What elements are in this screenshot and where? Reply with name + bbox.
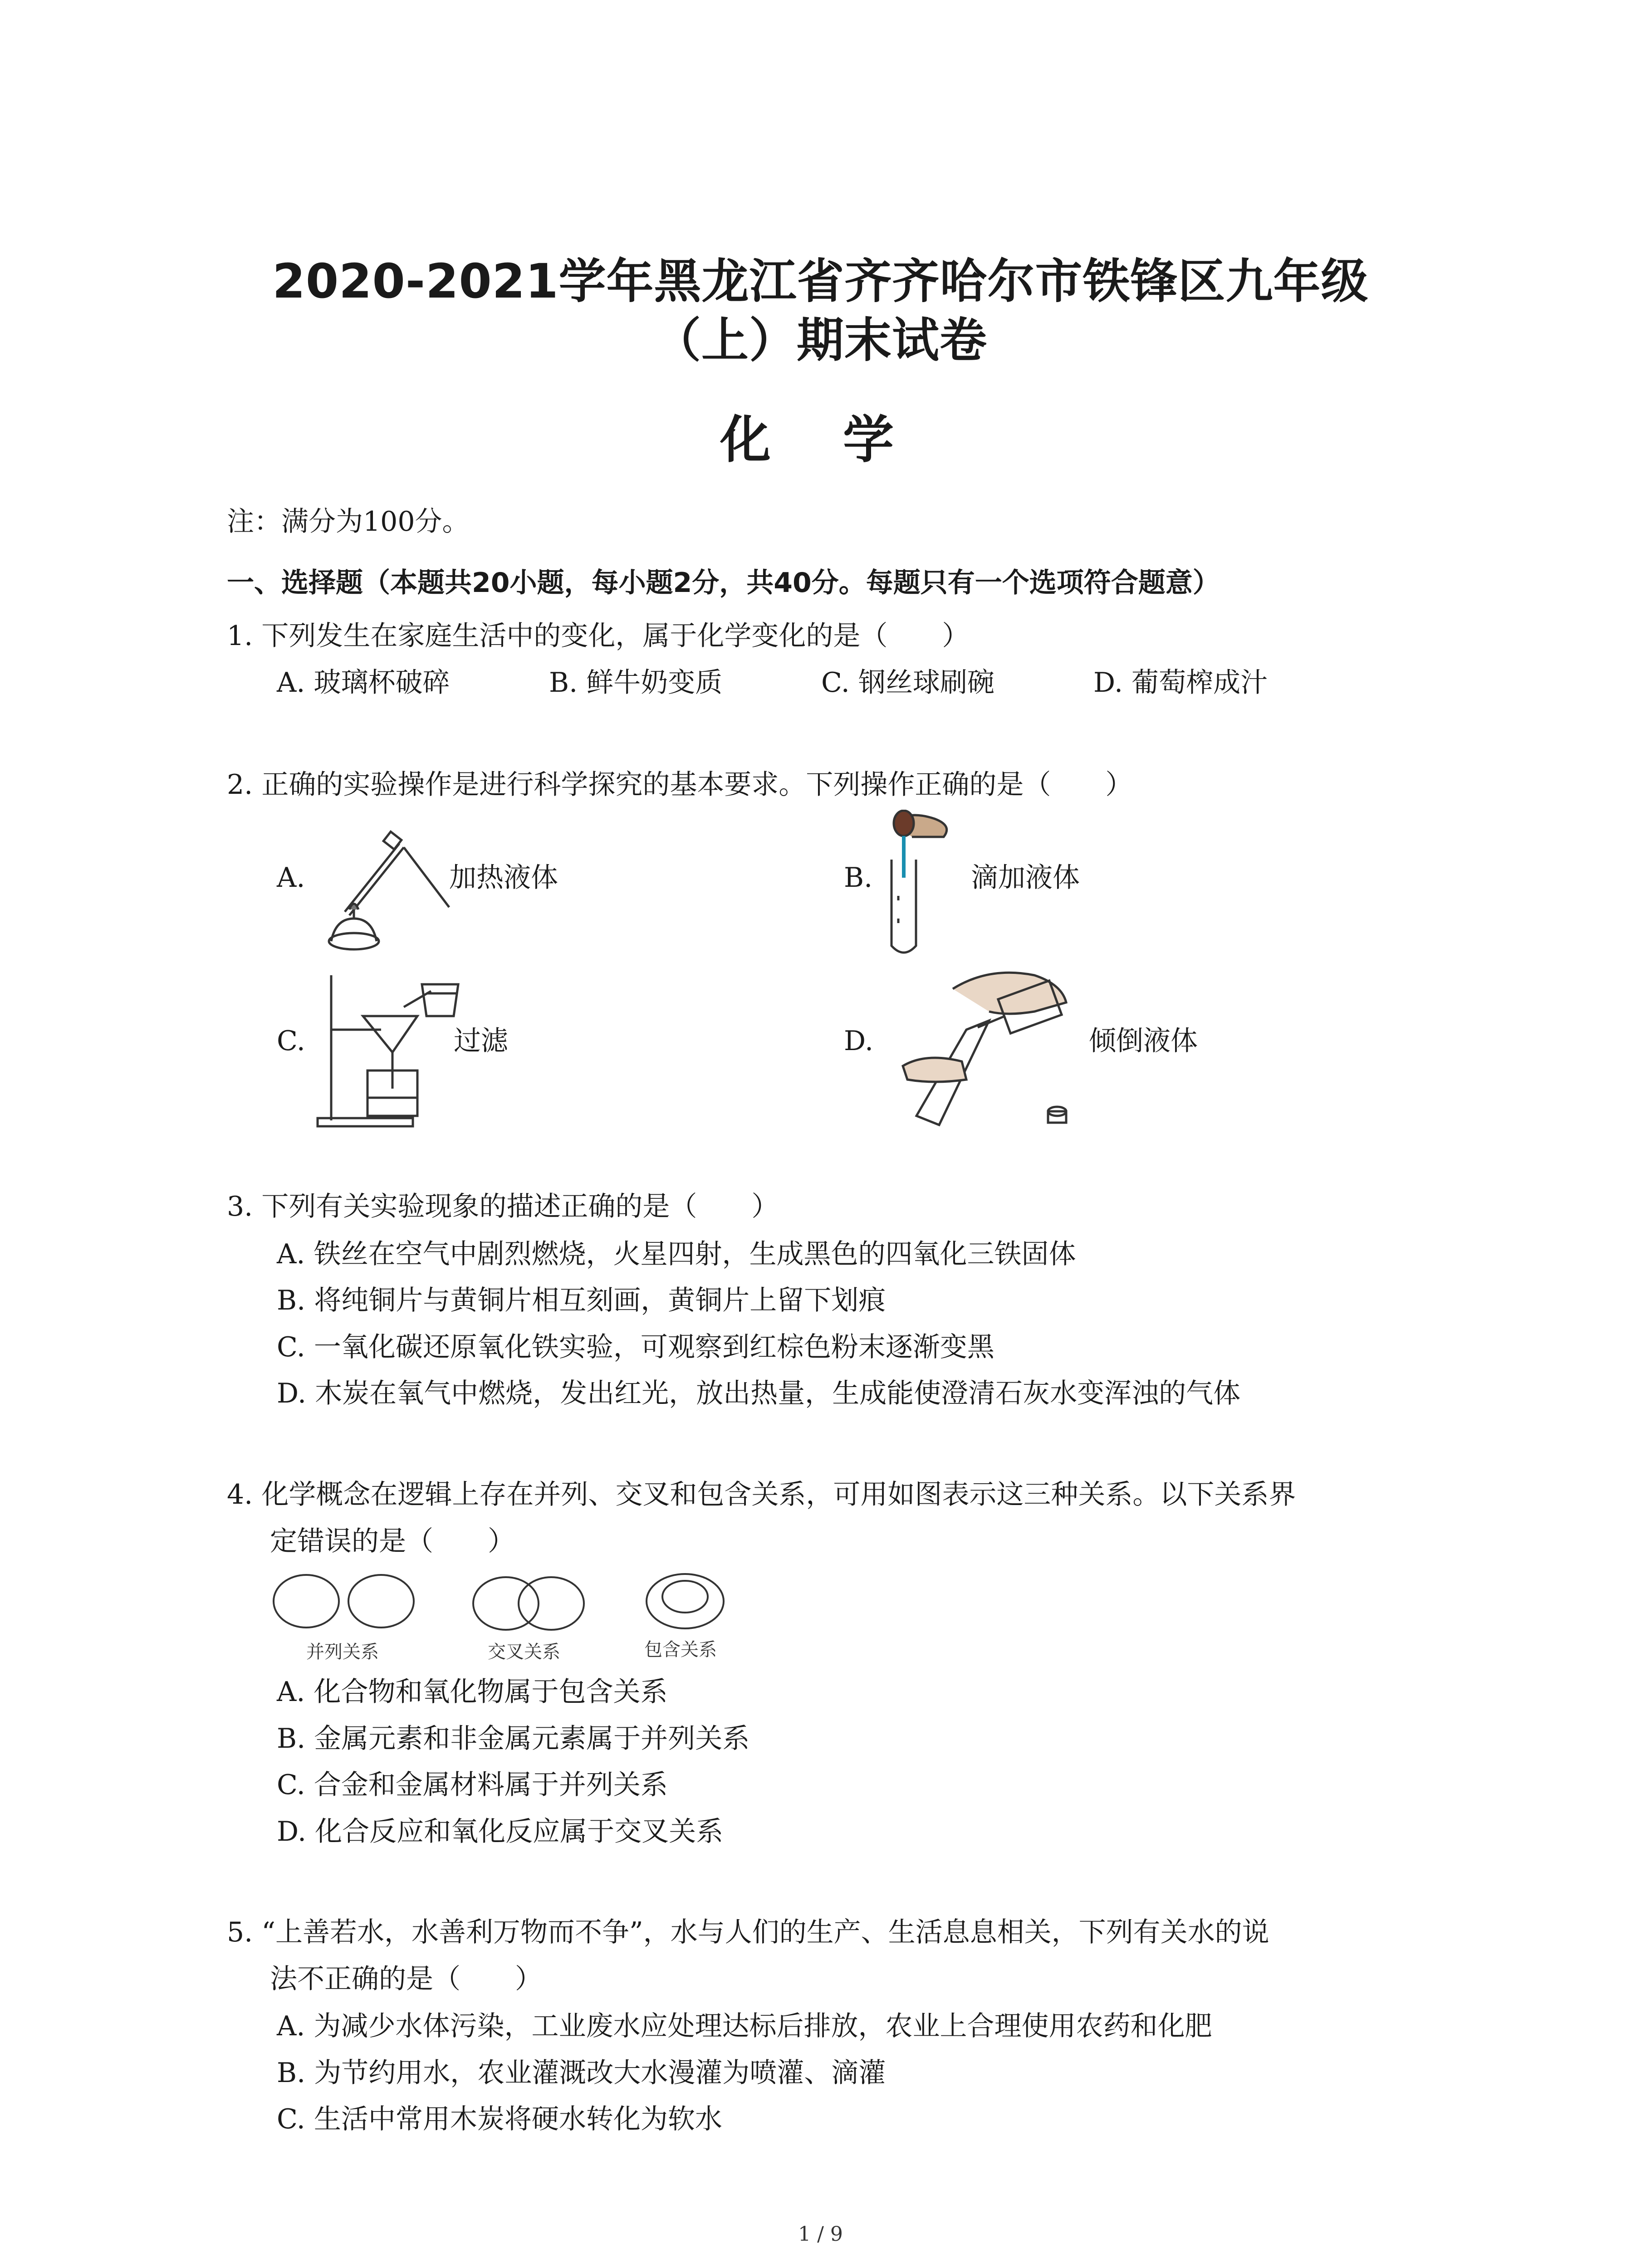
question-2-option-c-letter: C. xyxy=(277,1025,305,1057)
question-3-stem: 3. 下列有关实验现象的描述正确的是（ ） xyxy=(227,1191,779,1222)
question-2-option-c-label: 过滤 xyxy=(454,1025,508,1057)
question-4-option-c: C. 合金和金属材料属于并列关系 xyxy=(277,1769,668,1801)
parallel-circle-left xyxy=(274,1575,339,1628)
contain-circle-inner xyxy=(662,1581,708,1613)
exam-title-line1: 2020-2021学年黑龙江省齐齐哈尔市铁锋区九年级 xyxy=(272,254,1369,309)
question-2-option-a-letter: A. xyxy=(277,862,305,894)
section-heading: 一、选择题（本题共20小题，每小题2分，共40分。每题只有一个选项符合题意） xyxy=(227,567,1220,599)
question-4-stem-line1: 4. 化学概念在逻辑上存在并列、交叉和包含关系，可用如图表示这三种关系。以下关系界 xyxy=(227,1479,1296,1510)
question-4-option-b: B. 金属元素和非金属元素属于并列关系 xyxy=(277,1723,750,1755)
question-3-option-c: C. 一氧化碳还原氧化铁实验，可观察到红棕色粉末逐渐变黑 xyxy=(277,1331,994,1363)
question-5-stem-line1: 5. “上善若水，水善利万物而不争”，水与人们的生产、生活息息相关，下列有关水的说 xyxy=(227,1916,1269,1948)
question-2-option-b-letter: B. xyxy=(844,862,873,894)
filtration-icon xyxy=(313,966,467,1129)
question-1-option-a: A. 玻璃杯破碎 xyxy=(277,667,450,699)
contain-circle-outer xyxy=(647,1574,724,1628)
question-2-option-a-label: 加热液体 xyxy=(449,862,558,894)
heating-liquid-icon xyxy=(318,816,454,953)
question-1-stem: 1. 下列发生在家庭生活中的变化，属于化学变化的是（ ） xyxy=(227,620,970,652)
question-5-option-a: A. 为减少水体污染，工业废水应处理达标后排放，农业上合理使用农药和化肥 xyxy=(277,2010,1212,2042)
intersect-circle-right xyxy=(519,1577,584,1630)
diagram-label-intersect: 交叉关系 xyxy=(488,1642,560,1662)
question-5-option-c: C. 生活中常用木炭将硬水转化为软水 xyxy=(277,2103,722,2135)
page-number: 1 / 9 xyxy=(798,2223,843,2246)
relationship-diagram xyxy=(268,1569,740,1637)
question-2-option-d-label: 倾倒液体 xyxy=(1089,1025,1198,1057)
question-5-stem-line2: 法不正确的是（ ） xyxy=(270,1963,542,1995)
question-5-option-b: B. 为节约用水，农业灌溉改大水漫灌为喷灌、滴灌 xyxy=(277,2057,886,2089)
question-3-option-a: A. 铁丝在空气中剧烈燃烧，火星四射，生成黑色的四氧化三铁固体 xyxy=(277,1238,1076,1270)
question-2-stem: 2. 正确的实验操作是进行科学探究的基本要求。下列操作正确的是（ ） xyxy=(227,769,1133,801)
question-3-option-d: D. 木炭在氧气中燃烧，发出红光，放出热量，生成能使澄清石灰水变浑浊的气体 xyxy=(277,1378,1241,1409)
question-4-option-d: D. 化合反应和氧化反应属于交叉关系 xyxy=(277,1816,724,1848)
question-1-option-d: D. 葡萄榨成汁 xyxy=(1093,667,1268,699)
exam-title-line2: （上）期末试卷 xyxy=(653,313,987,368)
pouring-liquid-icon xyxy=(898,962,1089,1134)
diagram-label-contain: 包含关系 xyxy=(644,1639,717,1660)
question-3-option-b: B. 将纯铜片与黄铜片相互刻画，黄铜片上留下划痕 xyxy=(277,1285,886,1316)
dropping-liquid-icon xyxy=(876,810,957,959)
question-4-option-a: A. 化合物和氧化物属于包含关系 xyxy=(277,1676,668,1708)
question-4-stem-line2: 定错误的是（ ） xyxy=(270,1525,515,1557)
diagram-label-parallel: 并列关系 xyxy=(306,1642,379,1662)
question-2-option-d-letter: D. xyxy=(844,1025,874,1057)
subject-title: 化 学 xyxy=(720,411,921,469)
parallel-circle-right xyxy=(348,1575,414,1628)
question-1-option-b: B. 鲜牛奶变质 xyxy=(549,667,723,699)
question-1-option-c: C. 钢丝球刷碗 xyxy=(821,667,994,699)
question-2-option-b-label: 滴加液体 xyxy=(971,862,1080,894)
score-note: 注：满分为100分。 xyxy=(227,506,470,538)
